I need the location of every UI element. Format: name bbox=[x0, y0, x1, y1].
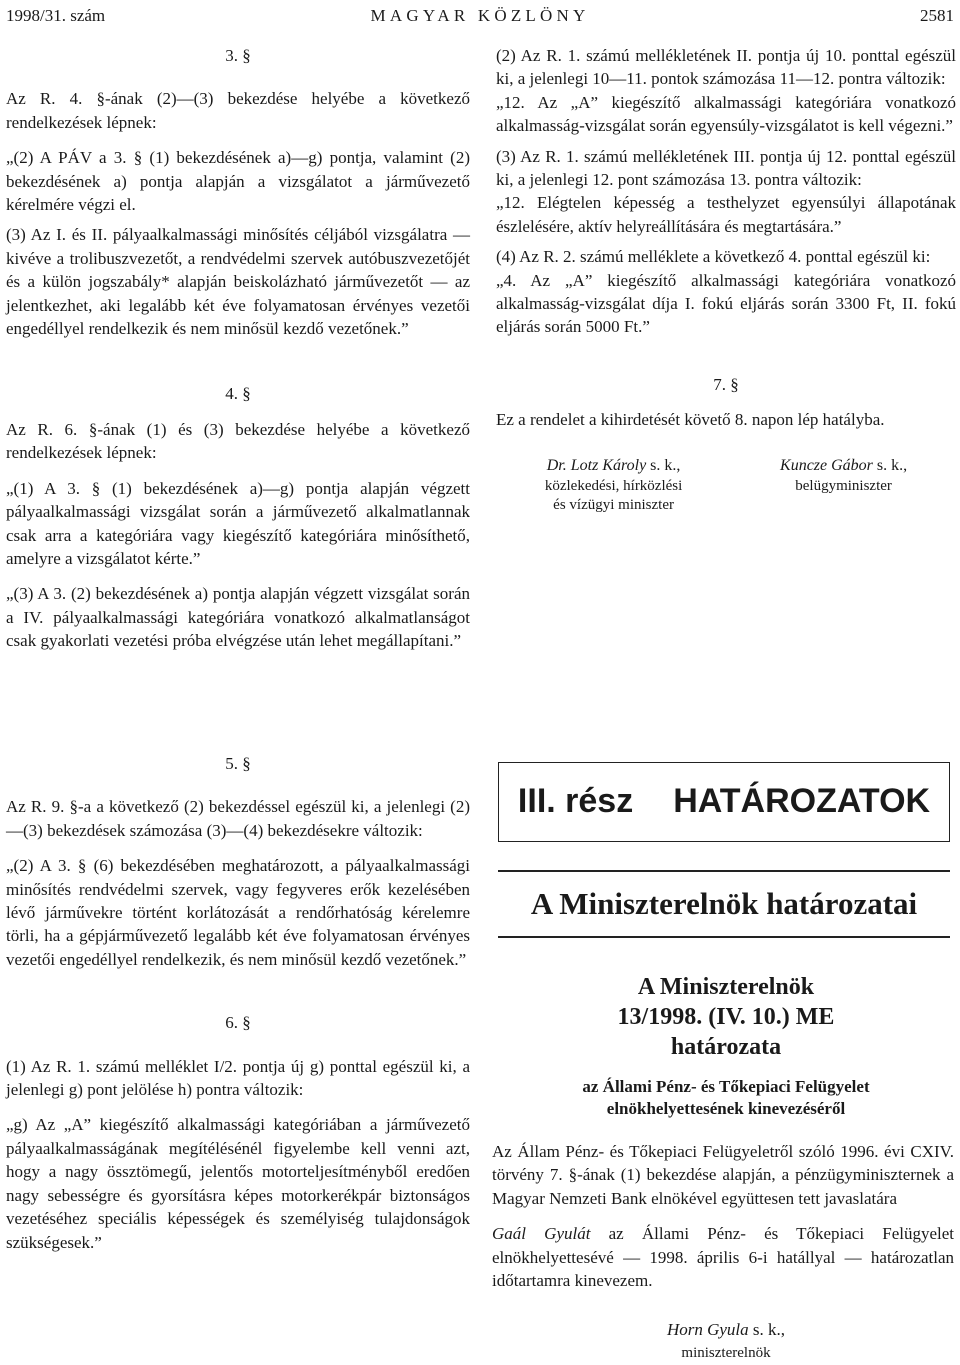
section-heading: 6. § bbox=[225, 1013, 251, 1033]
paragraph: (3) Az R. 1. számú mellékletének III. pontja új 12. ponttal egészül ki, a jelenlegi 12. pont számozása 13. pontra változik: bbox=[496, 146, 956, 190]
signer-suffix: s. k., bbox=[872, 456, 908, 474]
paragraph: „(2) A 3. § (6) bekezdésében meghatározott, a pályaalkalmassági minősítés rendvédelmi szervek, vagy fegyveres erők kezelésében lévő járművekre történt korlátozását a rendőrhatóság kérelemre törli, ha a gépjárművezető legalább két éve folyamatosan érvényes vezetői engedéllyel rendelkezik, és nem minősül kezdő vezetőnek.” bbox=[6, 856, 470, 969]
paragraph: Az R. 6. §-ának (1) és (3) bekezdése helyébe a következő rendelkezések lépnek: bbox=[6, 419, 470, 463]
part-title: HATÁROZATOK bbox=[673, 782, 931, 821]
paragraph: (2) Az R. 1. számú mellékletének II. pontja új 10. ponttal egészül ki, a jelenlegi 10—11. pontok számozása 11—12. pontra változik: bbox=[496, 46, 956, 89]
paragraph: Az Állam Pénz- és Tőkepiaci Felügyeletről szóló 1996. évi CXIV. törvény 7. §-ának (1) bekezdése alapján, a pénzügyminiszternek a Magyar Nemzeti Bank elnökével együttesen tett javaslatára bbox=[492, 1142, 954, 1208]
signatures bbox=[496, 454, 956, 515]
resolution-subject-line: elnökhelyettesének kinevezéséről bbox=[606, 1099, 846, 1118]
resolution-body bbox=[492, 1140, 960, 1292]
page-header bbox=[6, 4, 954, 28]
signer-name: Kuncze Gábor bbox=[780, 456, 873, 474]
column-top-left bbox=[6, 44, 470, 653]
section-heading: 7. § bbox=[713, 374, 739, 394]
part-banner bbox=[498, 762, 950, 842]
resolution-title bbox=[492, 972, 960, 1062]
paragraph: (1) Az R. 1. számú melléklet I/2. pontja új g) ponttal egészül ki, a jelenlegi g) pont jelölése h) pontra változik: bbox=[6, 1056, 470, 1100]
paragraph bbox=[492, 1222, 954, 1292]
journal-title: MAGYAR KÖZLÖNY bbox=[370, 6, 590, 25]
paragraph: „4. Az „A” kiegészítő alkalmassági kategóriára vonatkozó alkalmasság-vizsgálat díja I. fokú eljárás során 3300 Ft, II. fokú eljárás során 5000 Ft.” bbox=[496, 270, 956, 337]
page-number: 2581 bbox=[920, 6, 954, 25]
signer-name: Horn Gyula bbox=[666, 1320, 749, 1340]
signature-block bbox=[545, 454, 682, 515]
section-heading: 3. § bbox=[225, 46, 251, 65]
part-label: III. rész bbox=[517, 782, 634, 821]
paragraph: „12. Elégtelen képesség a testhelyzet egyensúlyi állapotának észlelésére, aktív helyreállítására és megtartására.” bbox=[496, 193, 956, 236]
signer-suffix: s. k., bbox=[646, 456, 681, 474]
paragraph: (4) Az R. 2. számú melléklete a következő 4. ponttal egészül ki: bbox=[496, 247, 931, 267]
paragraph: Az R. 4. §-ának (2)—(3) bekezdése helyébe a következő rendelkezések lépnek: bbox=[6, 89, 470, 132]
signer-role: miniszterelnök bbox=[681, 1344, 771, 1361]
paragraph: „g) Az „A” kiegészítő alkalmassági kategóriában a járművezető pályaalkalmasságának megítélésénél figyelembe kell venni azt, hogy a nagy össztömegű, jelentős motorteljesítményből eredően nagy sebességre és gyorsításra képes motorkerékpár biztonságos vezetéséhez speciális képességek és személyiség tulajdonságok szükségesek.” bbox=[6, 1115, 470, 1252]
section-heading: 4. § bbox=[225, 384, 251, 404]
paragraph-text: az Állami Pénz- és Tőkepiaci Felügyelet elnökhelyettesévé — 1998. április 6-i hatállyal — határozatlan időtartamra kinevezem. bbox=[492, 1224, 954, 1291]
signer-role: belügyminiszter bbox=[795, 478, 892, 495]
appointee-name: Gaál Gyulát bbox=[492, 1224, 591, 1244]
section-banner: A Miniszterelnök határozatai bbox=[498, 870, 950, 938]
column-bottom-left bbox=[6, 752, 470, 1254]
paragraph: „(1) A 3. § (1) bekezdésének a)—g) pontja alapján végzett pályaalkalmassági vizsgálat során a járművezető alkalmatlannak csak arra a kategóriára vagy kiegészítő kategóriára minősíthető, amelyre a vizsgálatot kérte.” bbox=[6, 478, 470, 568]
paragraph: „12. Az „A” kiegészítő alkalmassági kategóriára vonatkozó alkalmasság-vizsgálat során egyensúly-vizsgálatot is kell végezni.” bbox=[496, 92, 956, 136]
column-top-right bbox=[496, 44, 956, 515]
column-bottom-right bbox=[492, 762, 960, 1365]
signature-block bbox=[492, 1318, 960, 1365]
signer-name: Dr. Lotz Károly bbox=[546, 456, 647, 474]
resolution-subject bbox=[492, 1076, 960, 1120]
issue-number: 1998/31. szám bbox=[6, 6, 106, 25]
signer-role: és vízügyi miniszter bbox=[553, 497, 674, 514]
paragraph: Az R. 9. §-a a következő (2) bekezdéssel egészül ki, a jelenlegi (2)—(3) bekezdések számozása (3)—(4) bekezdésekre változik: bbox=[6, 797, 470, 840]
signer-role: közlekedési, hírközlési bbox=[544, 478, 683, 495]
resolution-number: 13/1998. (IV. 10.) ME bbox=[617, 1004, 835, 1030]
resolution-subject-line: az Állami Pénz- és Tőkepiaci Felügyelet bbox=[582, 1077, 870, 1096]
signer-suffix: s. k., bbox=[748, 1320, 786, 1340]
paragraph: (3) Az I. és II. pályaalkalmassági minősítés céljából vizsgálatra — kivéve a trolibuszvezetőt, a rendvédelmi szervek autóbuszvezetőjét és a külön jogszabály* alapján beiskolázható járművezetőt — az jelentkezhet, aki legalább két éve folyamatosan érvényes vezetői engedéllyel rendelkezik és nem minősül kezdő vezetőnek.” bbox=[6, 225, 470, 339]
paragraph: Ez a rendelet a kihirdetését követő 8. napon lép hatályba. bbox=[496, 410, 885, 430]
signature-block bbox=[780, 454, 907, 515]
resolution-issuer: A Miniszterelnök bbox=[637, 974, 815, 1000]
resolution-type: határozata bbox=[670, 1034, 782, 1060]
paragraph: „(2) A PÁV a 3. § (1) bekezdésének a)—g) pontja, valamint (2) bekezdésének a) pontja alapján a vizsgálatot a járművezető kérelmére végzi el. bbox=[6, 148, 470, 215]
section-heading: 5. § bbox=[225, 754, 251, 773]
paragraph: „(3) A 3. (2) bekezdésének a) pontja alapján végzett vizsgálat során a IV. pályaalkalmassági kategóriára vonatkozó alkalmatlanságot csak gyakorlati vezetési próba elvégzése után lehet megállapítani.” bbox=[6, 584, 470, 651]
